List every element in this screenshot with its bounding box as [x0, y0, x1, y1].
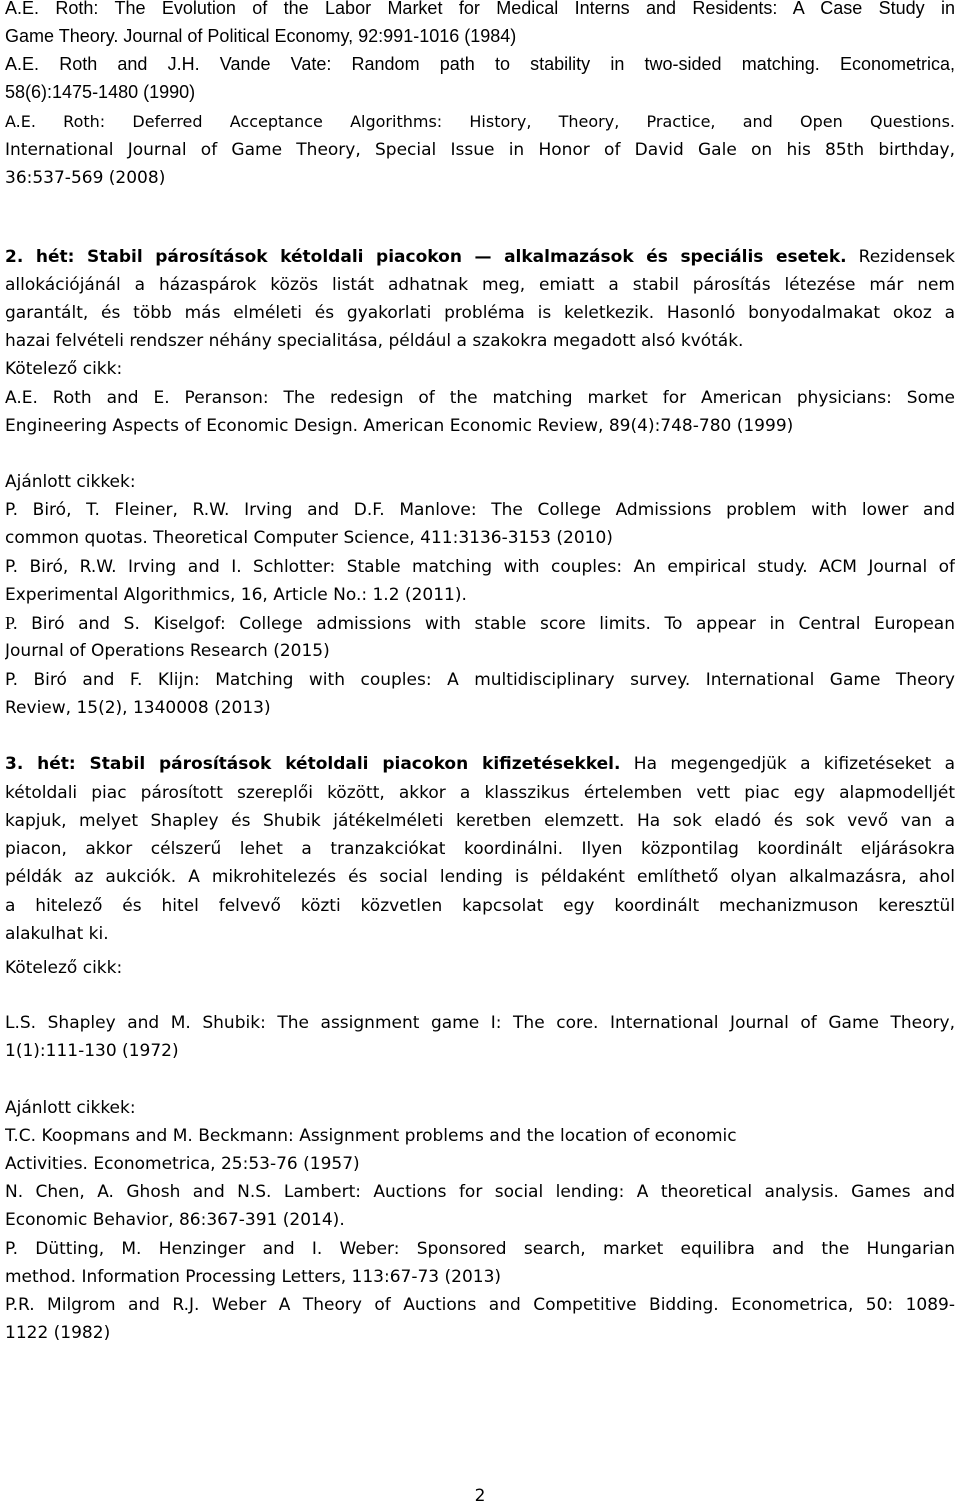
- reference-line: A.E. Roth: The Evolution of the Labor Market for Medical Interns and Residents: A Case Study in: [5, 0, 955, 18]
- required-reading-label: Kötelező cikk:: [5, 359, 123, 379]
- paragraph-line: allokációjánál a házaspárok közös listát adhatnak meg, emiatt a stabil párosítás létezése már nem: [5, 275, 955, 295]
- reference-line: T.C. Koopmans and M. Beckmann: Assignment problems and the location of economic: [5, 1126, 737, 1146]
- paragraph-line: kapjuk, melyet Shapley és Shubik játékelméleti keretben elemzett. Ha sok eladó és sok vevő van a: [5, 811, 955, 831]
- page-number: 2: [474, 1486, 486, 1506]
- reference-line: P. Dütting, M. Henzinger and I. Weber: Sponsored search, market equilibra and the Hungarian: [5, 1239, 955, 1259]
- reference-initial: P.: [5, 613, 18, 633]
- reference-line: common quotas. Theoretical Computer Science, 411:3136-3153 (2010): [5, 528, 613, 548]
- recommended-reading-label: Ajánlott cikkek:: [5, 472, 136, 492]
- paragraph-line: hazai felvételi rendszer néhány specialitása, például a szakokra megadott alsó kvóták.: [5, 331, 744, 351]
- reference-line: Game Theory. Journal of Political Economy, 92:991-1016 (1984): [5, 26, 517, 46]
- reference-line: 36:537-569 (2008): [5, 168, 166, 188]
- paragraph-line: alakulhat ki.: [5, 924, 109, 944]
- reference-line: [5, 609, 955, 637]
- reference-line: Engineering Aspects of Economic Design. American Economic Review, 89(4):748-780 (1999): [5, 416, 794, 436]
- paragraph-line: a hitelező és hitel felvevő közti közvetlen kapcsolat egy koordinált mechanizmuson keresztül: [5, 896, 955, 916]
- recommended-reading-label: Ajánlott cikkek:: [5, 1098, 136, 1118]
- reference-line: Activities. Econometrica, 25:53-76 (1957): [5, 1154, 360, 1174]
- week-2-heading: 2. hét: Stabil párosítások kétoldali piacokon — alkalmazások és speciális esetek.: [5, 247, 847, 267]
- week-3-heading: 3. hét: Stabil párosítások kétoldali piacokon kifizetésekkel.: [5, 754, 621, 774]
- paragraph-line: példák az aukciók. A mikrohitelezés és social lending is példaként említhető olyan alkalmazásra, ahol: [5, 867, 955, 887]
- reference-line: 58(6):1475-1480 (1990): [5, 82, 196, 102]
- reference-line: Review, 15(2), 1340008 (2013): [5, 698, 271, 718]
- reference-line: A.E. Roth: Deferred Acceptance Algorithms: History, Theory, Practice, and Open Questions.: [5, 112, 955, 131]
- reference-line: N. Chen, A. Ghosh and N.S. Lambert: Auctions for social lending: A theoretical analysis. Games and: [5, 1182, 955, 1202]
- paragraph-line: garantált, és több más elméleti és gyakorlati probléma is keletkezik. Hasonló bonyodalmakat okoz a: [5, 303, 955, 323]
- reference-line: 1(1):111-130 (1972): [5, 1041, 179, 1061]
- paragraph-line: piacon, akkor célszerű lehet a tranzakciókat koordinálni. Ilyen központilag koordinált eljárásokra: [5, 839, 955, 859]
- week-3-heading-line: [5, 750, 955, 778]
- reference-line: P. Biró, T. Fleiner, R.W. Irving and D.F. Manlove: The College Admissions problem with lower and: [5, 500, 955, 520]
- reference-line: Journal of Operations Research (2015): [5, 641, 330, 661]
- reference-line: P.R. Milgrom and R.J. Weber A Theory of Auctions and Competitive Bidding. Econometrica, 50: 1089-: [5, 1295, 955, 1315]
- reference-line: L.S. Shapley and M. Shubik: The assignment game I: The core. International Journal of Game Theory,: [5, 1013, 955, 1033]
- reference-text: Biró and S. Kiselgof: College admissions with stable score limits. To appear in Central European: [17, 614, 955, 634]
- reference-line: P. Biró, R.W. Irving and I. Schlotter: Stable matching with couples: An empirical study. ACM Journal of: [5, 557, 955, 577]
- reference-line: Experimental Algorithmics, 16, Article No.: 1.2 (2011).: [5, 585, 467, 605]
- reference-line: method. Information Processing Letters, 113:67-73 (2013): [5, 1267, 502, 1287]
- reference-line: 1122 (1982): [5, 1323, 111, 1343]
- week-2-heading-line: [5, 243, 955, 271]
- reference-line: A.E. Roth and J.H. Vande Vate: Random path to stability in two-sided matching. Econometrica,: [5, 54, 955, 74]
- reference-line: A.E. Roth and E. Peranson: The redesign of the matching market for American physicians: Some: [5, 388, 955, 408]
- reference-line: Economic Behavior, 86:367-391 (2014).: [5, 1210, 345, 1230]
- paragraph-text: Ha megengedjük a kifizetéseket a: [633, 754, 955, 774]
- reference-line: P. Biró and F. Klijn: Matching with couples: A multidisciplinary survey. International Game Theory: [5, 670, 955, 690]
- required-reading-label: Kötelező cikk:: [5, 958, 123, 978]
- paragraph-line: kétoldali piac párosított szereplői között, akkor a klasszikus értelemben vett piac egy alapmodelljét: [5, 783, 955, 803]
- reference-line: International Journal of Game Theory, Special Issue in Honor of David Gale on his 85th birthday,: [5, 140, 955, 160]
- paragraph-text: Rezidensek: [858, 247, 955, 267]
